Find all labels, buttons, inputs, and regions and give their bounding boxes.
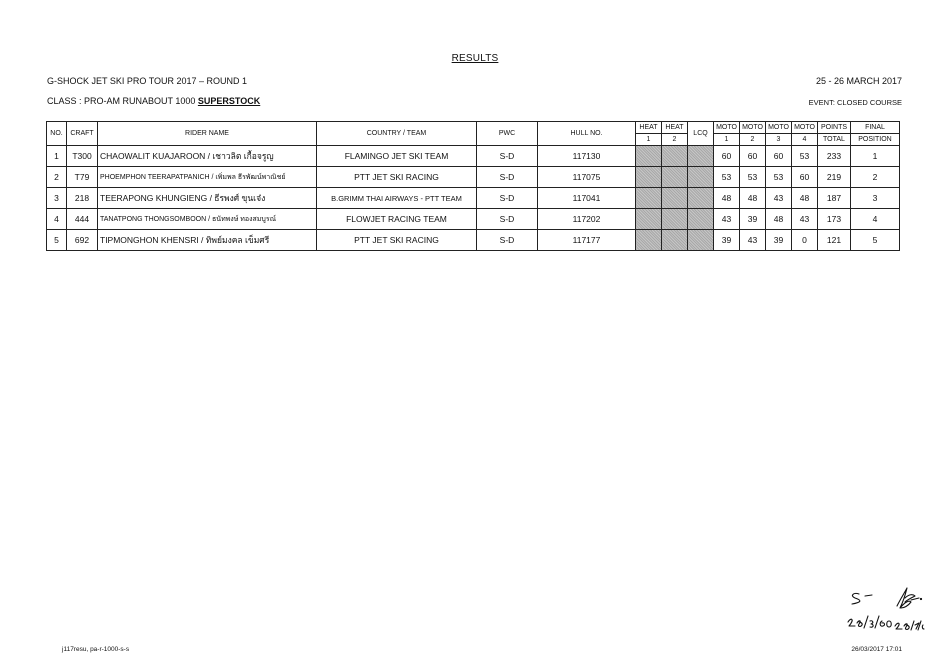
cell-pwc: S-D [477, 167, 538, 188]
cell-craft: T79 [67, 167, 98, 188]
cell-no: 3 [47, 188, 67, 209]
cell-lcq [688, 230, 714, 251]
cell-points: 219 [818, 167, 851, 188]
cell-rider: CHAOWALIT KUAJAROON / เชาวลิต เกื้อจรูญ [98, 146, 317, 167]
cell-hull: 117202 [538, 209, 636, 230]
col-heat1-header: HEAT [636, 122, 662, 134]
col-moto4-header: MOTO [792, 122, 818, 134]
cell-heat2 [662, 146, 688, 167]
cell-moto2: 53 [740, 167, 766, 188]
cell-lcq [688, 209, 714, 230]
col-moto2-subheader: 2 [740, 134, 766, 146]
cell-hull: 117177 [538, 230, 636, 251]
col-final-subheader: POSITION [851, 134, 900, 146]
class-category: SUPERSTOCK [197, 96, 261, 106]
cell-final: 2 [851, 167, 900, 188]
event-name: G-SHOCK JET SKI PRO TOUR 2017 – ROUND 1 [47, 76, 248, 86]
cell-hull: 117075 [538, 167, 636, 188]
col-lcq-header: LCQ [688, 122, 714, 146]
cell-heat2 [662, 230, 688, 251]
cell-heat1 [636, 146, 662, 167]
cell-moto1: 60 [714, 146, 740, 167]
signature-block [845, 586, 925, 637]
cell-final: 4 [851, 209, 900, 230]
col-no-header: NO. [47, 122, 67, 146]
table-row [47, 146, 900, 167]
cell-hull: 117041 [538, 188, 636, 209]
cell-moto2: 39 [740, 209, 766, 230]
cell-points: 187 [818, 188, 851, 209]
cell-lcq [688, 188, 714, 209]
cell-points: 233 [818, 146, 851, 167]
footer-timestamp: 26/03/2017 17:01 [851, 646, 902, 653]
col-moto3-header: MOTO [766, 122, 792, 134]
cell-moto1: 48 [714, 188, 740, 209]
event-date: 25 - 26 MARCH 2017 [815, 76, 902, 86]
footer-file-code: j117resu, pa-r-1000-s-s [62, 646, 130, 653]
cell-moto1: 53 [714, 167, 740, 188]
col-heat2-header: HEAT [662, 122, 688, 134]
col-final-header: FINAL [851, 122, 900, 134]
col-hull-header: HULL NO. [538, 122, 636, 146]
cell-heat1 [636, 230, 662, 251]
col-team-header: COUNTRY / TEAM [317, 122, 477, 146]
class-prefix: CLASS : PRO-AM RUNABOUT 1000 [47, 96, 198, 106]
cell-moto1: 39 [714, 230, 740, 251]
cell-rider: TANATPONG THONGSOMBOON / ธนัทพงษ์ ทองสมบูรณ์ [98, 209, 317, 230]
table-row [47, 209, 900, 230]
results-table [46, 121, 900, 251]
col-moto1-subheader: 1 [714, 134, 740, 146]
cell-hull: 117130 [538, 146, 636, 167]
cell-no: 1 [47, 146, 67, 167]
handwritten-signatures [845, 586, 925, 632]
cell-moto4: 43 [792, 209, 818, 230]
cell-heat1 [636, 167, 662, 188]
cell-moto1: 43 [714, 209, 740, 230]
col-moto3-subheader: 3 [766, 134, 792, 146]
cell-moto3: 60 [766, 146, 792, 167]
cell-pwc: S-D [477, 188, 538, 209]
cell-moto2: 60 [740, 146, 766, 167]
cell-craft: 444 [67, 209, 98, 230]
cell-team: PTT JET SKI RACING [317, 167, 477, 188]
cell-no: 4 [47, 209, 67, 230]
cell-moto3: 39 [766, 230, 792, 251]
cell-moto4: 60 [792, 167, 818, 188]
table-row [47, 230, 900, 251]
cell-no: 5 [47, 230, 67, 251]
cell-rider: TEERAPONG KHUNGIENG / ธีรพงศ์ ขุนเจ๋ง [98, 188, 317, 209]
cell-rider: PHOEMPHON TEERAPATPANICH / เพิ่มพล ธีรพัฒน์พาณิชย์ [98, 167, 317, 188]
cell-final: 5 [851, 230, 900, 251]
cell-craft: 692 [67, 230, 98, 251]
cell-points: 121 [818, 230, 851, 251]
cell-moto4: 53 [792, 146, 818, 167]
event-type: EVENT: CLOSED COURSE [808, 98, 902, 107]
col-moto4-subheader: 4 [792, 134, 818, 146]
cell-heat2 [662, 167, 688, 188]
col-craft-header: CRAFT [67, 122, 98, 146]
col-heat2-subheader: 2 [662, 134, 688, 146]
cell-craft: T300 [67, 146, 98, 167]
cell-craft: 218 [67, 188, 98, 209]
page-title: RESULTS [451, 53, 499, 64]
cell-moto3: 43 [766, 188, 792, 209]
class-line [47, 96, 260, 106]
cell-moto4: 0 [792, 230, 818, 251]
cell-pwc: S-D [477, 209, 538, 230]
cell-no: 2 [47, 167, 67, 188]
cell-team: FLAMINGO JET SKI TEAM [317, 146, 477, 167]
table-row [47, 167, 900, 188]
cell-final: 3 [851, 188, 900, 209]
table-row [47, 188, 900, 209]
cell-pwc: S-D [477, 230, 538, 251]
col-heat1-subheader: 1 [636, 134, 662, 146]
cell-moto4: 48 [792, 188, 818, 209]
cell-heat1 [636, 209, 662, 230]
cell-moto3: 48 [766, 209, 792, 230]
cell-moto2: 43 [740, 230, 766, 251]
cell-moto3: 53 [766, 167, 792, 188]
cell-team: PTT JET SKI RACING [317, 230, 477, 251]
col-moto1-header: MOTO [714, 122, 740, 134]
col-points-header: POINTS [818, 122, 851, 134]
cell-team: FLOWJET RACING TEAM [317, 209, 477, 230]
cell-heat2 [662, 188, 688, 209]
col-pwc-header: PWC [477, 122, 538, 146]
cell-points: 173 [818, 209, 851, 230]
cell-lcq [688, 167, 714, 188]
cell-heat1 [636, 188, 662, 209]
col-rider-header: RIDER NAME [98, 122, 317, 146]
cell-moto2: 48 [740, 188, 766, 209]
cell-team: B.GRIMM THAI AIRWAYS - PTT TEAM [317, 188, 477, 209]
cell-lcq [688, 146, 714, 167]
col-moto2-header: MOTO [740, 122, 766, 134]
cell-rider: TIPMONGHON KHENSRI / ทิพย์มงคล เข็มศรี [98, 230, 317, 251]
cell-final: 1 [851, 146, 900, 167]
cell-heat2 [662, 209, 688, 230]
col-points-subheader: TOTAL [818, 134, 851, 146]
cell-pwc: S-D [477, 146, 538, 167]
